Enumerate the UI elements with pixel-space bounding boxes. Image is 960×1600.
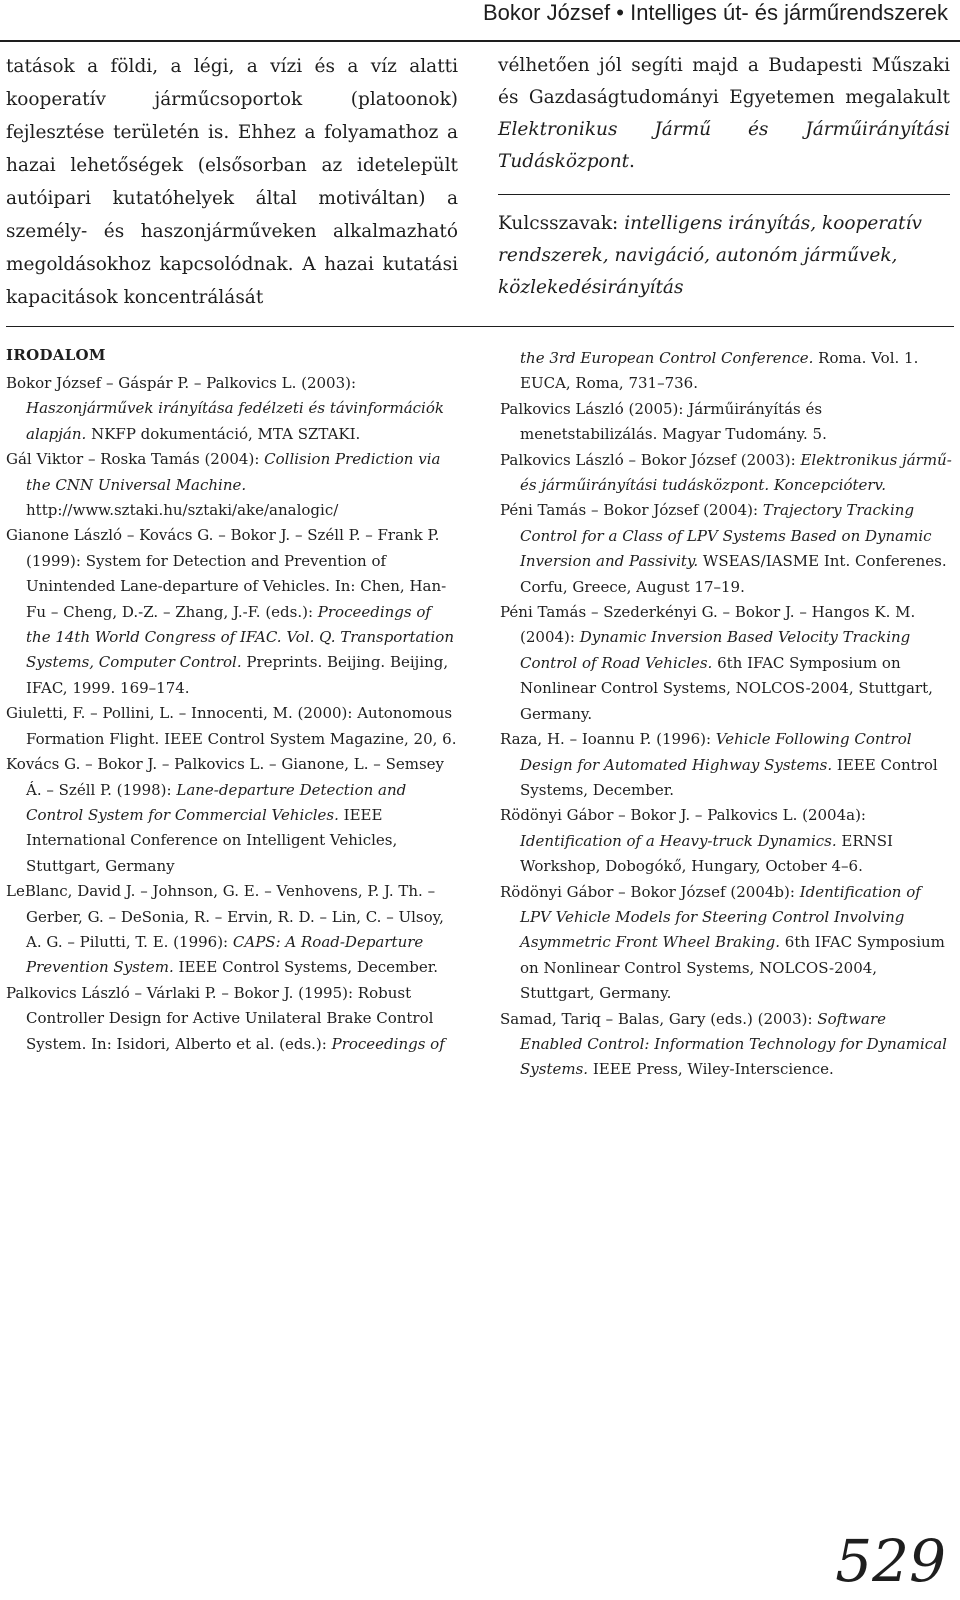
reference-tail: 6th IFAC Symposium on Nonlinear Control Systems, NOLCOS-2004, Stuttgart, Germany. bbox=[520, 653, 933, 723]
reference-authors: Palkovics László – Bokor József (2003): bbox=[500, 450, 801, 469]
reference-authors: Rödönyi Gábor – Bokor József (2004b): bbox=[500, 882, 800, 901]
reference-title: Trajectory Tracking Control for a Class of LPV Systems Based on Dynamic Inversion and Passivity. bbox=[520, 501, 932, 571]
reference-authors: Péni Tamás – Bokor József (2004): bbox=[500, 501, 763, 520]
reference-title: Haszonjárművek irányítása fedélzeti és távinformációk alapján. bbox=[26, 399, 444, 443]
references-title: IRODALOM bbox=[6, 346, 106, 364]
reference-authors: Gál Viktor – Roska Tamás (2004): bbox=[6, 450, 265, 469]
reference-authors: LeBlanc, David J. – Johnson, G. E. – Venhovens, P. J. Th. – Gerber, G. – DeSonia, R. – Ervin, R. D. – Lin, C. – Ulsoy, A. G. – Pilutti, T. E. (1996): bbox=[6, 882, 444, 951]
reference-item bbox=[6, 752, 458, 879]
reference-tail: WSEAS/IASME Int. Conferenes. Corfu, Greece, August 17–19. bbox=[520, 552, 947, 596]
references-list-right bbox=[500, 346, 952, 1083]
reference-item bbox=[6, 701, 458, 752]
reference-tail: 6th IFAC Symposium on Nonlinear Control Systems, NOLCOS-2004, Stuttgart, Germany. bbox=[520, 933, 945, 1003]
reference-item bbox=[500, 803, 952, 879]
reference-item bbox=[6, 981, 458, 1057]
page-number: 529 bbox=[835, 1527, 946, 1595]
body-text-right-end: . bbox=[629, 151, 635, 172]
keywords bbox=[498, 208, 950, 304]
reference-tail: http://www.sztaki.hu/sztaki/ake/analogic/ bbox=[26, 501, 339, 520]
reference-title: Proceedings of bbox=[331, 1034, 445, 1053]
reference-item bbox=[500, 397, 952, 448]
reference-continuation bbox=[500, 346, 952, 397]
reference-item bbox=[500, 1007, 952, 1083]
reference-item bbox=[500, 727, 952, 803]
reference-tail: IEEE International Conference on Intelligent Vehicles, Stuttgart, Germany bbox=[26, 805, 398, 875]
reference-authors: Giuletti, F. – Pollini, L. – Innocenti, M. (2000): Autonomous Formation Flight. IEEE Control System Magazine, 20, 6. bbox=[6, 704, 457, 748]
reference-tail: Preprints. Beijing. Beijing, IFAC, 1999. 169–174. bbox=[26, 653, 449, 697]
reference-item bbox=[6, 879, 458, 981]
keywords-text: intelligens irányítás, kooperatív rendszerek, navigáció, autonóm járművek, közlekedésirányítás bbox=[498, 213, 922, 298]
reference-item bbox=[500, 498, 952, 600]
reference-item bbox=[500, 880, 952, 1007]
reference-authors: Rödönyi Gábor – Bokor J. – Palkovics L. (2004a): bbox=[500, 806, 866, 825]
reference-item bbox=[500, 600, 952, 727]
reference-title: the 3rd European Control Conference. bbox=[520, 349, 814, 367]
reference-item bbox=[6, 447, 458, 523]
reference-title: Identification of a Heavy-truck Dynamics. bbox=[520, 831, 837, 850]
reference-title: Proceedings of the 14th World Congress of IFAC. Vol. Q. Transportation Systems, Computer Control. bbox=[26, 602, 454, 672]
reference-authors: Péni Tamás – Szederkényi G. – Bokor J. – Hangos K. M. (2004): bbox=[500, 603, 916, 647]
body-text-right-main: vélhetően jól segíti majd a Budapesti Műszaki és Gazdaságtudományi Egyetemen megalakult bbox=[498, 55, 950, 108]
body-text-right bbox=[498, 50, 950, 178]
reference-tail: IEEE Press, Wiley-Interscience. bbox=[588, 1060, 834, 1079]
reference-item bbox=[6, 371, 458, 447]
reference-item bbox=[6, 523, 458, 701]
keywords-label: Kulcsszavak: bbox=[498, 213, 625, 234]
references-list-left bbox=[6, 371, 458, 1057]
reference-authors: Samad, Tariq – Balas, Gary (eds.) (2003): bbox=[500, 1009, 818, 1028]
reference-authors: Palkovics László (2005): Járműirányítás és menetstabilizálás. Magyar Tudomány. 5. bbox=[500, 399, 827, 444]
reference-title: Elektronikus jármű- és járműirányítási tudásközpont. Koncepcióterv. bbox=[520, 450, 952, 495]
reference-title: Software Enabled Control: Information Technology for Dynamical Systems. bbox=[520, 1009, 947, 1079]
reference-title: Lane-departure Detection and Control System for Commercial Vehicles. bbox=[26, 780, 407, 824]
reference-authors: Palkovics László – Várlaki P. – Bokor J. (1995): Robust Controller Design for Active Unilateral Brake Control System. In: Isidori, Alberto et al. (eds.): bbox=[6, 983, 434, 1053]
body-text-left: tatások a földi, a légi, a vízi és a víz alatti kooperatív járműcsoportok (platoonok) fejlesztése területén is. Ehhez a folyamathoz a hazai lehetőségek (elsősorban az idetelepült autóipari kutatóhelyek által motiváltan) a személy- és haszonjárműveken alkalmazható megoldásokhoz kapcsolódnak. A hazai kutatási kapacitások koncentrálását bbox=[6, 56, 458, 308]
reference-title: Vehicle Following Control Design for Automated Highway Systems. bbox=[520, 730, 912, 774]
reference-tail: NKFP dokumentáció, MTA SZTAKI. bbox=[86, 424, 361, 443]
running-title: Bokor József • Intelliges út- és járműrendszerek bbox=[482, 0, 948, 25]
reference-tail: Roma. Vol. 1. EUCA, Roma, 731–736. bbox=[520, 349, 919, 393]
reference-title: Collision Prediction via the CNN Universal Machine. bbox=[26, 450, 441, 494]
reference-title: Dynamic Inversion Based Velocity Tracking Control of Road Vehicles. bbox=[520, 628, 911, 672]
reference-title: Identification of LPV Vehicle Models for Steering Control Involving Asymmetric Front Wheel Braking. bbox=[520, 882, 921, 952]
running-header bbox=[0, 0, 960, 42]
reference-tail: IEEE Control Systems, December. bbox=[520, 755, 938, 799]
reference-authors: Bokor József – Gáspár P. – Palkovics L. (2003): bbox=[6, 374, 357, 392]
reference-authors: Raza, H. – Ioannu P. (1996): bbox=[500, 730, 716, 749]
reference-authors: Kovács G. – Bokor J. – Palkovics L. – Gianone, L. – Semsey Á. – Széll P. (1998): bbox=[6, 755, 444, 799]
reference-tail: IEEE Control Systems, December. bbox=[173, 958, 439, 977]
section-divider bbox=[6, 326, 954, 327]
reference-tail: ERNSI Workshop, Dobogókő, Hungary, October 4–6. bbox=[520, 831, 893, 876]
reference-title: CAPS: A Road-Departure Prevention System. bbox=[26, 932, 424, 977]
body-text-right-italic: Elektronikus Jármű és Járműirányítási Tudásközpont bbox=[498, 119, 950, 172]
reference-authors: Gianone László – Kovács G. – Bokor J. – Széll P. – Frank P. (1999): System for Detection and Prevention of Unintended Lane-departure of Vehicles. In: Chen, Han-Fu – Cheng, D.-Z. – Zhang, J.-F. (eds.): bbox=[6, 526, 447, 621]
keywords-divider bbox=[498, 194, 950, 195]
reference-item bbox=[500, 448, 952, 499]
